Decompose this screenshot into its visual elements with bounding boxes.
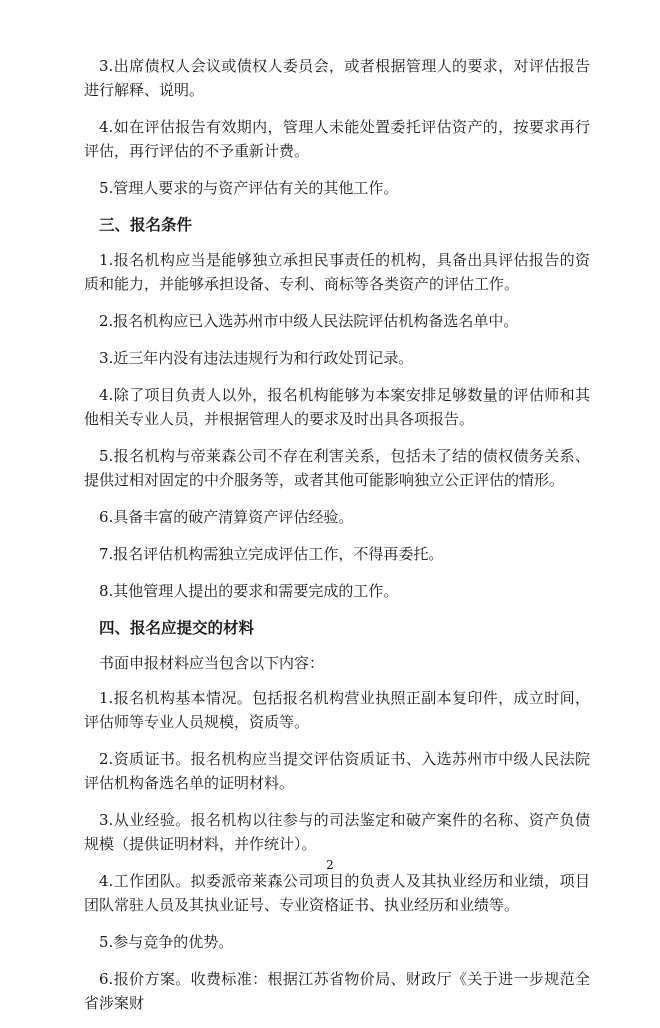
paragraph: 5.参与竞争的优势。 (99, 933, 234, 951)
paragraph: 3.从业经验。报名机构以往参与的司法鉴定和破产案件的名称、资产负债规模（提供证明材料，并作统计）。 (84, 811, 590, 853)
paragraph: 6.报价方案。收费标准：根据江苏省物价局、财政厅《关于进一步规范全省涉案财 (84, 970, 590, 1012)
paragraph: 5.管理人要求的与资产评估有关的其他工作。 (99, 179, 399, 197)
section-heading: 三、报名条件 (99, 215, 193, 234)
paragraph: 3.出席债权人会议或债权人委员会，或者根据管理人的要求，对评估报告进行解释、说明。 (84, 57, 590, 99)
paragraph: 6.具备丰富的破产清算资产评估经验。 (99, 508, 354, 526)
paragraph: 8.其他管理人提出的要求和需要完成的工作。 (99, 582, 399, 600)
paragraph: 4.除了项目负责人以外，报名机构能够为本案安排足够数量的评估师和其他相关专业人员，并根据管理人的要求及时出具各项报告。 (84, 386, 590, 428)
paragraph: 1.报名机构应当是能够独立承担民事责任的机构，具备出具评估报告的资质和能力，并能够承担设备、专利、商标等各类资产的评估工作。 (84, 251, 590, 293)
page-number: 2 (326, 858, 334, 872)
document-body (84, 54, 590, 1028)
paragraph: 2.报名机构应已入选苏州市中级人民法院评估机构备选名单中。 (99, 312, 519, 330)
paragraph: 1.报名机构基本情况。包括报名机构营业执照正副本复印件，成立时间，评估师等专业人员规模，资质等。 (84, 689, 590, 731)
paragraph: 书面申报材料应当包含以下内容： (99, 654, 325, 672)
paragraph: 4.如在评估报告有效期内，管理人未能处置委托评估资产的，按要求再行评估，再行评估的不予重新计费。 (84, 118, 590, 160)
section-heading: 四、报名应提交的材料 (99, 618, 255, 637)
paragraph: 2.资质证书。报名机构应当提交评估资质证书、入选苏州市中级人民法院评估机构备选名单的证明材料。 (84, 750, 590, 792)
paragraph: 3.近三年内没有违法违规行为和行政处罚记录。 (99, 349, 414, 367)
paragraph: 4.工作团队。拟委派帝莱森公司项目的负责人及其执业经历和业绩，项目团队常驻人员及其执业证号、专业资格证书、执业经历和业绩等。 (84, 872, 590, 914)
paragraph: 7.报名评估机构需独立完成评估工作，不得再委托。 (99, 545, 444, 563)
paragraph: 5.报名机构与帝莱森公司不存在利害关系，包括未了结的债权债务关系、提供过相对固定的中介服务等，或者其他可能影响独立公正评估的情形。 (84, 447, 590, 489)
